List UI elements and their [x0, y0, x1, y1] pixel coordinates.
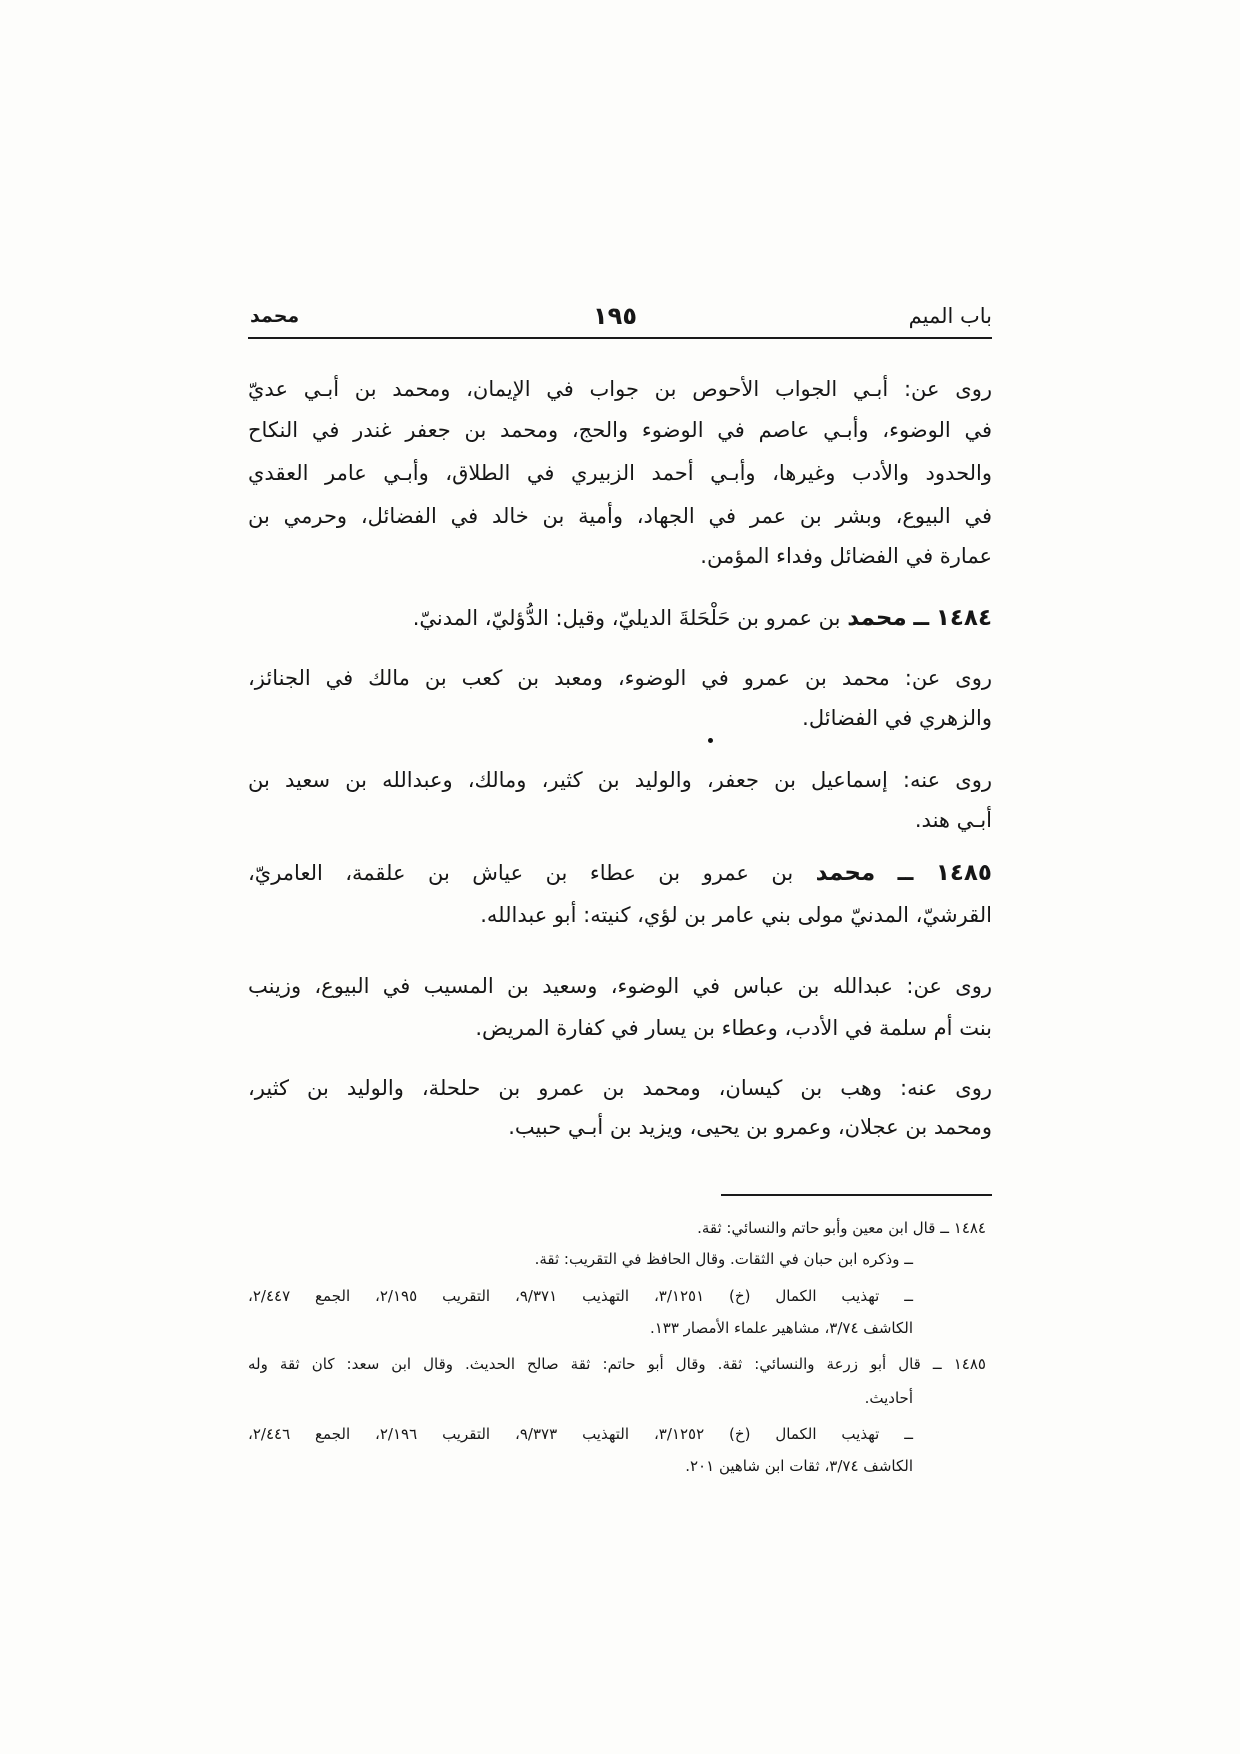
text-line: روى عن: محمد بن عمرو في الوضوء، ومعبد بن كعب بن مالك في الجنائز، [248, 666, 992, 690]
entry-number: ١٤٨٥ [935, 860, 992, 886]
text-line: القرشيّ، المدنيّ مولى بني عامر بن لؤي، كنيته: أبو عبدالله. [480, 903, 992, 927]
text-line: ومحمد بن عجلان، وعمرو بن يحيى، ويزيد بن أبـي حبيب. [508, 1115, 992, 1139]
footnote-rule [721, 1194, 992, 1196]
text-line: روى عنه: إسماعيل بن جعفر، والوليد بن كثير، ومالك، وعبدالله بن سعيد بن [248, 768, 992, 792]
text-line: والحدود والأدب وغيرها، وأبـي أحمد الزبيري في الطلاق، وأبـي عامر العقدي [248, 461, 992, 485]
text-line: عمارة في الفضائل وفداء المؤمن. [700, 544, 992, 568]
entry-heading-1484 [248, 597, 992, 639]
entry-dash: ــ [897, 860, 914, 886]
entry-text: بن عمرو بن عطاء بن عياش بن علقمة، العامريّ، [248, 861, 794, 885]
text-line: في البيوع، وبشر بن عمر في الجهاد، وأمية بن خالد في الفضائل، وحرمي بن [248, 504, 992, 528]
footnote-1484 [248, 1213, 986, 1243]
footnote-dash: ــ [940, 1219, 949, 1237]
footnote-line: الكاشف ٣/٧٤، ثقات ابن شاهين ٢٠١. [685, 1457, 913, 1475]
text-line: والزهري في الفضائل. [802, 706, 992, 730]
text-line: روى عن: أبـي الجواب الأحوص بن جواب في الإيمان، ومحمد بن أبـي عديّ [248, 377, 992, 401]
footnote-line: الكاشف ٣/٧٤، مشاهير علماء الأمصار ١٣٣. [649, 1319, 913, 1337]
footnote-line: ــ تهذيب الكمال (خ) ٣/١٢٥١، التهذيب ٩/٣٧١، التقريب ٢/١٩٥، الجمع ٢/٤٤٧، [248, 1287, 914, 1305]
entry-text: بن عمرو بن حَلْحَلةَ الديليّ، وقيل: الدُّؤليّ، المدنيّ. [412, 606, 841, 630]
page-number: ١٩٥ [593, 302, 637, 330]
footnote-number: ١٤٨٤ [953, 1219, 986, 1237]
text-line: بنت أم سلمة في الأدب، وعطاء بن يسار في كفارة المريض. [475, 1016, 992, 1040]
text-line: أبـي هند. [914, 808, 992, 832]
footnote-1485 [248, 1349, 986, 1379]
footnote-text: قال أبو زرعة والنسائي: ثقة. وقال أبو حاتم: ثقة صالح الحديث. وقال ابن سعد: كان ثقة وله [248, 1355, 921, 1373]
header-rule [248, 337, 992, 339]
footnote-number: ١٤٨٥ [953, 1355, 986, 1373]
entry-name: محمد [847, 605, 907, 631]
scan-speck [708, 738, 713, 743]
footnote-line: أحاديث. [864, 1389, 913, 1407]
entry-dash: ــ [913, 605, 930, 631]
footnote-line: ــ تهذيب الكمال (خ) ٣/١٢٥٢، التهذيب ٩/٣٧٣، التقريب ٢/١٩٦، الجمع ٢/٤٤٦، [248, 1425, 914, 1443]
text-line: في الوضوء، وأبـي عاصم في الوضوء والحج، ومحمد بن جعفر غندر في النكاح [248, 418, 992, 442]
entry-name: محمد [815, 860, 876, 886]
text-line: روى عنه: وهب بن كيسان، ومحمد بن عمرو بن حلحلة، والوليد بن كثير، [248, 1076, 992, 1100]
footnote-dash: ــ [932, 1355, 942, 1373]
footnote-line: ــ وذكره ابن حبان في الثقات. وقال الحافظ في التقريب: ثقة. [534, 1250, 913, 1268]
running-title: محمد [250, 305, 300, 327]
entry-heading-1485 [248, 852, 992, 894]
text-line: روى عن: عبدالله بن عباس في الوضوء، وسعيد بن المسيب في البيوع، وزينب [248, 974, 992, 998]
footnote-text: قال ابن معين وأبو حاتم والنسائي: ثقة. [697, 1219, 936, 1237]
section-title: باب الميم [908, 304, 992, 328]
entry-number: ١٤٨٤ [935, 605, 992, 631]
